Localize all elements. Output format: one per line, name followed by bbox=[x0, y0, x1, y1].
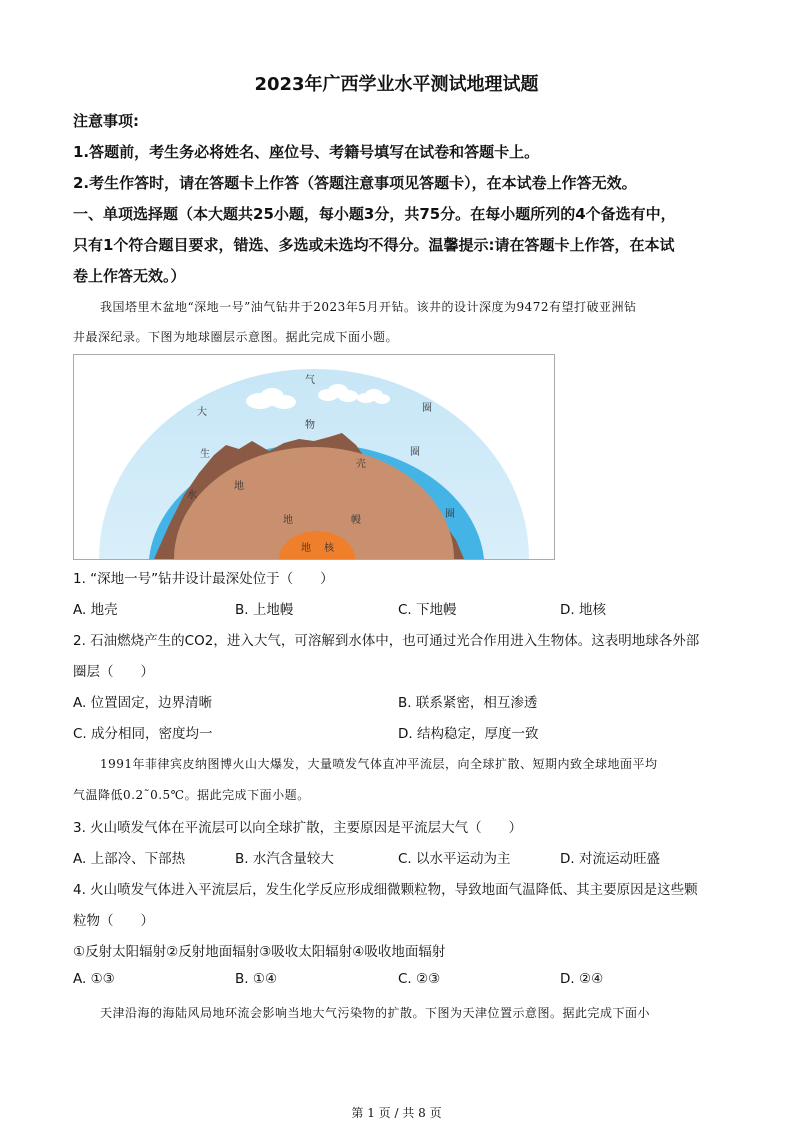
section-header-line-3: 卷上作答无效。） bbox=[73, 267, 186, 285]
q2-option-b: B. 联系紧密，相互渗透 bbox=[398, 695, 538, 711]
label-di-1: 地 bbox=[234, 481, 244, 492]
q3-stem: 3. 火山喷发气体在平流层可以向全球扩散，主要原因是平流层大气（ ） bbox=[73, 820, 523, 836]
q3-option-d: D. 对流运动旺盛 bbox=[560, 851, 660, 867]
q2-stem-line-2: 圈层（ ） bbox=[73, 664, 154, 680]
label-quan-3: 圈 bbox=[445, 509, 455, 520]
notice-heading: 注意事项: bbox=[73, 112, 139, 130]
notice-item-1: 1.答题前，考生务必将姓名、座位号、考籍号填写在试卷和答题卡上。 bbox=[73, 143, 540, 161]
intro1-line-1: 我国塔里木盆地“深地一号”油气钻井于2023年5月开钻。该井的设计深度为9472有望打破亚洲钻 bbox=[100, 300, 637, 314]
q1-option-a: A. 地壳 bbox=[73, 602, 118, 618]
earth-spheres-diagram bbox=[73, 354, 555, 560]
section-header-line-1: 一、单项选择题（本大题共25小题，每小题3分，共75分。在每小题所列的4个备选有中， bbox=[73, 205, 676, 223]
label-quan-2: 圈 bbox=[410, 447, 420, 458]
intro2-line-2: 气温降低0.2˜0.5℃。据此完成下面小题。 bbox=[73, 788, 310, 802]
notice-item-2: 2.考生作答时，请在答题卡上作答（答题注意事项见答题卡），在本试卷上作答无效。 bbox=[73, 174, 637, 192]
q3-option-b: B. 水汽含量较大 bbox=[235, 851, 334, 867]
label-quan-1: 圈 bbox=[422, 403, 432, 414]
q4-option-b: B. ①④ bbox=[235, 971, 278, 987]
label-he: 核 bbox=[324, 543, 334, 554]
q1-option-d: D. 地核 bbox=[560, 602, 606, 618]
q4-option-d: D. ②④ bbox=[560, 971, 604, 987]
intro1-line-2: 井最深纪录。下图为地球圈层示意图。据此完成下面小题。 bbox=[73, 330, 399, 344]
q1-stem: 1. “深地一号”钻井设计最深处位于（ ） bbox=[73, 571, 334, 587]
label-qi: 气 bbox=[305, 375, 315, 386]
q4-stem-line-2: 粒物（ ） bbox=[73, 913, 154, 929]
q4-option-c: C. ②③ bbox=[398, 971, 441, 987]
q3-option-a: A. 上部冷、下部热 bbox=[73, 851, 186, 867]
q4-stem-line-1: 4. 火山喷发气体进入平流层后，发生化学反应形成细微颗粒物，导致地面气温降低、其主要原因是这些颗 bbox=[73, 882, 698, 898]
label-man: 幔 bbox=[351, 515, 361, 526]
q4-option-a: A. ①③ bbox=[73, 971, 115, 987]
section-header-line-2: 只有1个符合题目要求，错选、多选或未选均不得分。温馨提示:请在答题卡上作答，在本试 bbox=[73, 236, 675, 254]
label-qiao: 壳 bbox=[356, 459, 366, 470]
label-da: 大 bbox=[197, 407, 207, 418]
q2-option-d: D. 结构稳定，厚度一致 bbox=[398, 726, 539, 742]
intro2-line-1: 1991年菲律宾皮纳图博火山大爆发，大量喷发气体直冲平流层，向全球扩散、短期内致全球地面平均 bbox=[100, 757, 658, 771]
q2-stem-line-1: 2. 石油燃烧产生的CO2，进入大气，可溶解到水体中，也可通过光合作用进入生物体。这表明地球各外部 bbox=[73, 633, 700, 649]
q2-option-c: C. 成分相同，密度均一 bbox=[73, 726, 213, 742]
q2-option-a: A. 位置固定，边界清晰 bbox=[73, 695, 213, 711]
label-wu: 物 bbox=[305, 420, 315, 431]
label-di-2: 地 bbox=[283, 515, 293, 526]
q3-option-c: C. 以水平运动为主 bbox=[398, 851, 511, 867]
label-di-3: 地 bbox=[301, 543, 311, 554]
q4-choices: ①反射太阳辐射②反射地面辐射③吸收太阳辐射④吸收地面辐射 bbox=[73, 944, 446, 960]
page-title: 2023年广西学业水平测试地理试题 bbox=[254, 74, 539, 95]
label-sheng: 生 bbox=[200, 449, 210, 460]
q1-option-b: B. 上地幔 bbox=[235, 602, 294, 618]
intro3-line-1: 天津沿海的海陆风局地环流会影响当地大气污染物的扩散。下图为天津位置示意图。据此完成下面小 bbox=[100, 1006, 651, 1020]
page-footer: 第 1 页 / 共 8 页 bbox=[351, 1106, 442, 1120]
label-shui: 水 bbox=[187, 490, 197, 501]
q1-option-c: C. 下地幔 bbox=[398, 602, 457, 618]
